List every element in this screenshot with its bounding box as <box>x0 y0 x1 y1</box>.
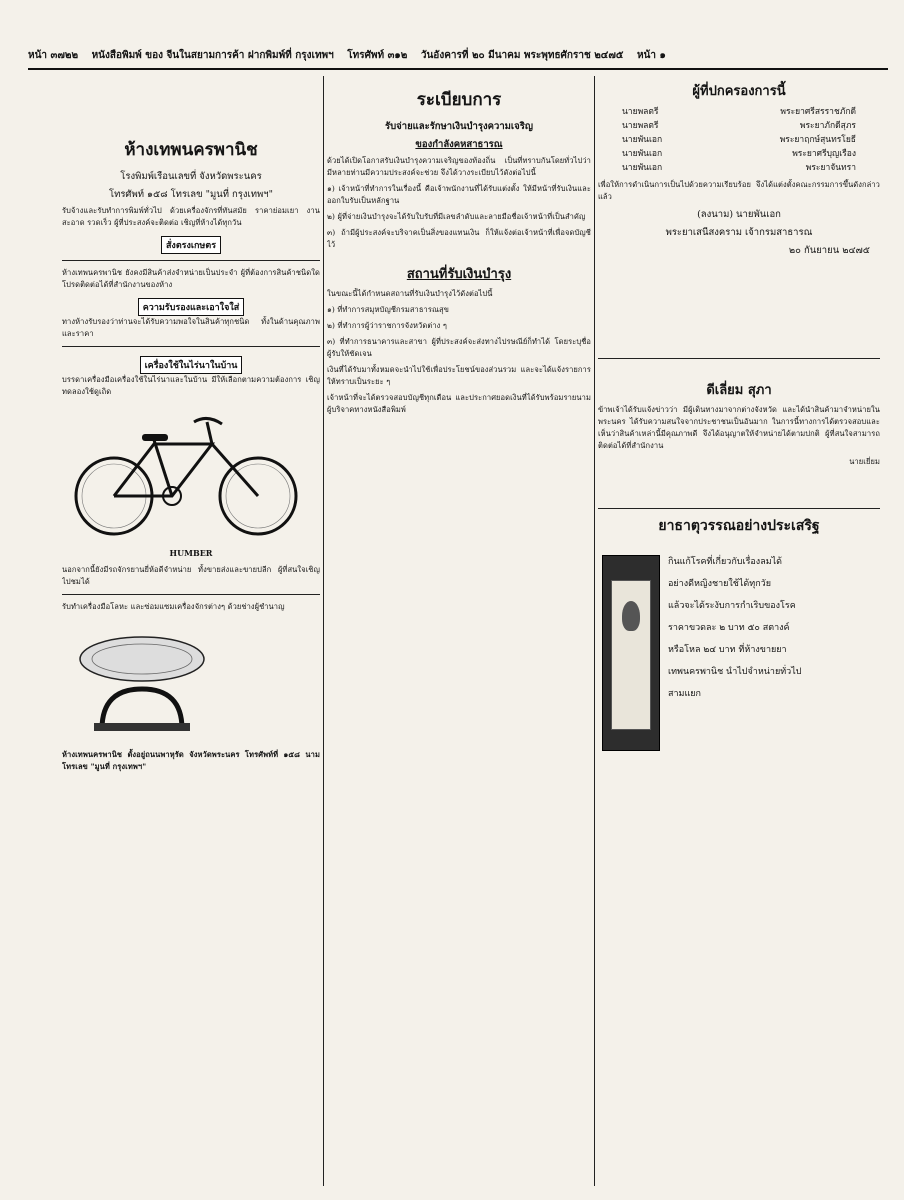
rules-division: ของกำลังคหสาธารณ <box>415 139 503 150</box>
medicine-line: หรือโหล ๒๔ บาท ที่ห้างขายยา <box>668 645 787 655</box>
official-row <box>598 119 880 133</box>
divider <box>62 594 320 595</box>
official-role: นายพันเอก <box>622 149 663 159</box>
medicine-bottle-image <box>602 555 660 751</box>
medicine-line: กินแก้โรคที่เกี่ยวกับเรื่องลมได้ <box>668 557 783 567</box>
divider <box>62 346 320 347</box>
column-divider <box>594 76 595 1186</box>
paragraph: นอกจากนี้ยังมีรถจักรยานยี่ห้อดีจำหน่าย ทั้งขายส่งและขายปลีก ผู้ที่สนใจเชิญไปชมได้ <box>62 565 320 586</box>
official-name: พระยาภักดีสุภร <box>799 121 856 131</box>
paragraph: ด้วยได้เปิดโอกาสรับเงินบำรุงความเจริญของท้องถิ่น เป็นที่ทราบกันโดยทั่วไปว่า มีหลายท่านมีความประสงค์จะช่วย จึงได้วางระเบียบไว้ดังต่อไปนี้ <box>327 156 591 177</box>
tool-illustration <box>62 619 320 743</box>
paragraph: บรรดาเครื่องมือเครื่องใช้ในไร่นาและในบ้าน มีให้เลือกตามความต้องการ เชิญทดลองใช้ดูเถิด <box>62 375 320 396</box>
shop-phone: โทรศัพท์ ๑๕๘ โทรเลข "มูนที่ กรุงเทพฯ" <box>108 189 274 200</box>
divider <box>598 508 880 509</box>
official-row <box>598 133 880 147</box>
paragraph: ทางห้างรับรองว่าท่านจะได้รับความพอใจในสินค้าทุกชนิด ทั้งในด้านคุณภาพและราคา <box>62 317 320 338</box>
medicine-title: ยาธาตุวรรณอย่างประเสริฐ <box>658 518 820 534</box>
official-name: พระยาศรีบุญเรือง <box>792 149 856 159</box>
notice-title: ผู้ที่ปกครองการนี้ <box>692 84 786 99</box>
article-text: ข้าพเจ้าได้รับแจ้งข่าวว่า มีผู้เดินทางมาจากต่างจังหวัด และได้นำสินค้ามาจำหน่ายในพระนคร ได้รับความสนใจจากประชาชนเป็นอันมาก ในการนี้ทางการได้ตรวจสอบและเห็นว่าสินค้าเหล่านี้มีคุณภาพดี จึงได้อนุญาตให้จำหน่ายได้ตามปกติ ผู้ที่สนใจสามารถติดต่อได้ที่สำนักงาน <box>598 405 880 450</box>
rules-title: ระเบียบการ <box>416 90 502 110</box>
box-label: สั่งตรงเกษตร <box>161 236 221 254</box>
medicine-text <box>668 551 874 705</box>
paragraph: ๑) เจ้าหน้าที่ทำการในเรื่องนี้ คือเจ้าพนักงานที่ได้รับแต่งตั้ง ให้มีหน้าที่รับเงินและออกใบรับเป็นหลักฐาน <box>327 184 591 205</box>
column-divider <box>323 76 324 1186</box>
paragraph: เงินที่ได้รับมาทั้งหมดจะนำไปใช้เพื่อประโยชน์ของส่วนรวม และจะได้แจ้งรายการให้ทราบเป็นระยะ ๆ <box>327 365 591 386</box>
paragraph: ๑) ที่ทำการสมุหบัญชีกรมสาธารณสุข <box>327 305 449 314</box>
paragraph: ๓) ที่ทำการธนาคารและสาขา ผู้ที่ประสงค์จะส่งทางไปรษณีย์ก็ทำได้ โดยระบุชื่อผู้รับให้ชัดเจน <box>327 337 591 358</box>
paragraph: รับทำเครื่องมือโลหะ และซ่อมแซมเครื่องจักรต่างๆ ด้วยช่างผู้ชำนาญ <box>62 602 285 611</box>
phone-number: โทรศัพท์ ๓๑๒ <box>347 50 408 61</box>
medicine-line: แล้วจะได้ระงับการกำเริบของโรค <box>668 601 796 611</box>
article-title: ดีเลี่ยม สุภา <box>706 383 772 398</box>
signer-name: พระยาเสนีสงคราม เจ้ากรมสาธารณ <box>665 227 813 238</box>
medicine-line: ราคาขวดละ ๒ บาท ๕๐ สตางค์ <box>668 623 790 633</box>
paragraph: ๒) ผู้ที่จ่ายเงินบำรุงจะได้รับใบรับที่มีเลขลำดับและลายมือชื่อเจ้าหน้าที่เป็นสำคัญ <box>327 212 586 221</box>
official-name: พระยาจันทรา <box>805 163 856 173</box>
officials-list <box>598 105 880 175</box>
medicine-ad <box>598 515 880 765</box>
issue-date: วันอังคารที่ ๒๐ มีนาคม พระพุทธศักราช ๒๔๗๕ <box>420 50 624 61</box>
official-name: พระยาฤกษ์สุนทรโยธี <box>779 135 856 145</box>
official-role: นายพลตรี <box>622 107 659 117</box>
paragraph: ๒) ที่ทำการผู้ว่าราชการจังหวัดต่าง ๆ <box>327 321 448 330</box>
right-column <box>598 76 880 1186</box>
shop-footer: ห้างเทพนครพานิช ตั้งอยู่ถนนพาหุรัด จังหวัดพระนคร โทรศัพท์ที่ ๑๕๘ นามโทรเลข "มูนที่ กรุงเทพฯ" <box>62 750 320 771</box>
paragraph: เจ้าหน้าที่จะได้ตรวจสอบบัญชีทุกเดือน และประกาศยอดเงินที่ได้รับพร้อมรายนามผู้บริจาคทางหนังสือพิมพ์ <box>327 393 591 414</box>
article-signature: นายเยี่ยม <box>849 457 880 466</box>
official-row <box>598 105 880 119</box>
medicine-line: อย่างดีหญิงชายใช้ได้ทุกวัย <box>668 579 771 589</box>
page-label: หน้า ๓๗๒๒ <box>28 50 79 61</box>
official-role: นายพันเอก <box>622 163 663 173</box>
left-column <box>62 76 320 1186</box>
divider <box>62 260 320 261</box>
shop-address: โรงพิมพ์เรือนเลขที่ จังหวัดพระนคร <box>120 171 262 182</box>
paragraph: ในขณะนี้ได้กำหนดสถานที่รับเงินบำรุงไว้ดังต่อไปนี้ <box>327 289 493 298</box>
signature-line: (ลงนาม) นายพันเอก <box>697 209 781 220</box>
sign-date: ๒๐ กันยายน ๒๔๗๕ <box>788 245 870 256</box>
section-title: สถานที่รับเงินบำรุง <box>406 267 512 282</box>
divider <box>598 358 880 359</box>
shop-name: ห้างเทพนครพานิช <box>124 140 258 160</box>
bicycle-illustration <box>62 404 320 558</box>
box-label: เครื่องใช้ในไร่นาในบ้าน <box>140 356 243 374</box>
box-label: ความรับรองและเอาใจใส่ <box>138 298 244 316</box>
bike-label: HUMBER <box>169 548 213 558</box>
medicine-line: สามแยก <box>668 689 702 699</box>
medicine-line: เทพนครพานิช นำไปจำหน่ายทั่วไป <box>668 667 802 677</box>
rules-subtitle: รับจ่ายและรักษาเงินบำรุงความเจริญ <box>385 121 533 132</box>
official-role: นายพลตรี <box>622 121 659 131</box>
paragraph: ๓) ถ้ามีผู้ประสงค์จะบริจาคเป็นสิ่งของแทนเงิน ก็ให้แจ้งต่อเจ้าหน้าที่เพื่อจดบัญชีไว้ <box>327 228 591 249</box>
masthead-title: หนังสือพิมพ์ ของ จีนในสยามการค้า ฝากพิมพ์ที่ กรุงเทพฯ <box>91 50 334 61</box>
official-row <box>598 161 880 175</box>
notice-text: เพื่อให้การดำเนินการเป็นไปด้วยความเรียบร้อย จึงได้แต่งตั้งคณะกรรมการขึ้นดังกล่าวแล้ว <box>598 180 880 201</box>
intro-text: รับจ้างและรับทำการพิมพ์ทั่วไป ด้วยเครื่องจักรที่ทันสมัย ราคาย่อมเยา งานสะอาด รวดเร็ว ผู้ที่ประสงค์จะติดต่อ เชิญที่ห้างได้ทุกวัน <box>62 206 320 227</box>
official-name: พระยาศรีสรราชภักดี <box>780 107 856 117</box>
official-role: นายพันเอก <box>622 135 663 145</box>
paragraph: ห้างเทพนครพานิช ยังคงมีสินค้าส่งจำหน่ายเป็นประจำ ผู้ที่ต้องการสินค้าชนิดใด โปรดติดต่อได้ที่สำนักงานของห้าง <box>62 268 320 289</box>
middle-column <box>327 76 591 1186</box>
page-number: หน้า ๑ <box>636 50 666 61</box>
official-row <box>598 147 880 161</box>
masthead-bar <box>28 44 888 70</box>
